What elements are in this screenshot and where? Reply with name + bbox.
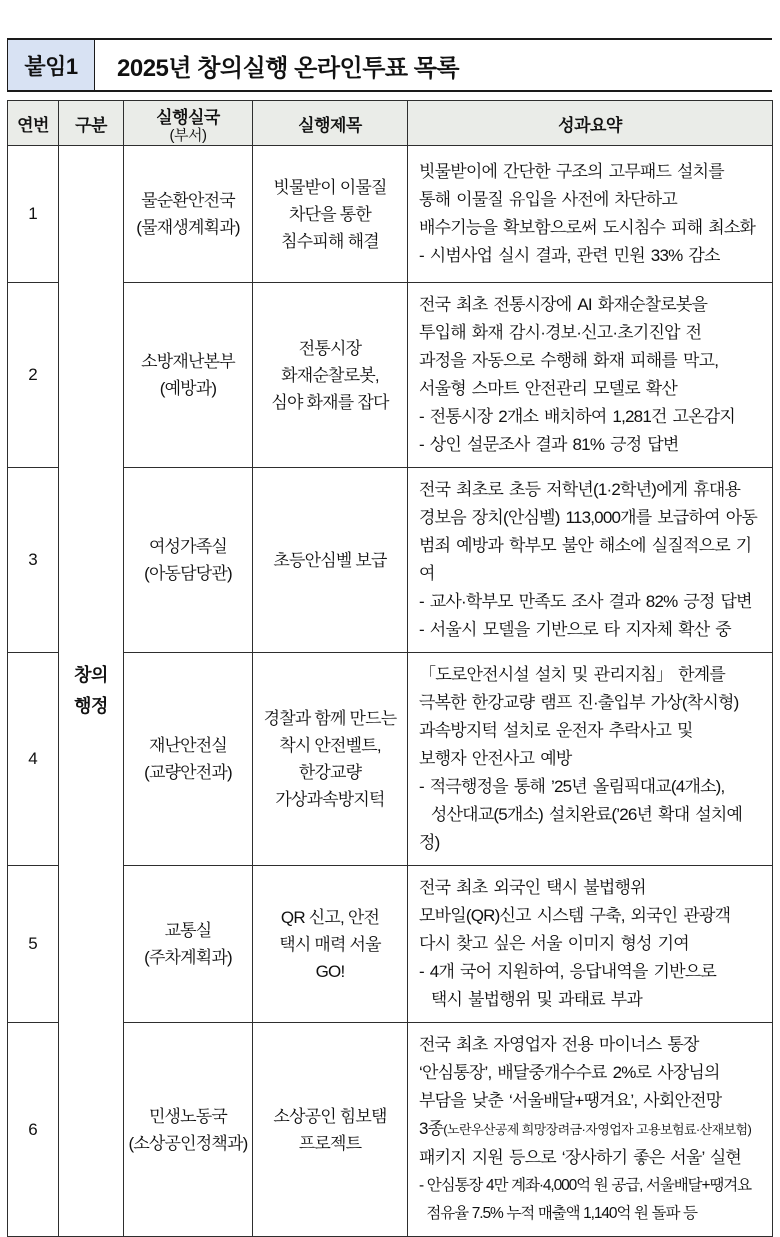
summary-cell: 전국 최초 자영업자 전용 마이너스 통장 ‘안심통장’, 배달중개수수료 2%로 사장님의 부담을 낮춘 ‘서울배달+땡겨요’, 사회안전망 3종(노란우산공제 희망장려금·자영업자 고용보험료·산재보험) 패키지 지원 등으로 ‘장사하기 좋은 서울’ 실현 - 안심통장 4만 계좌·4,000억 원 공급, 서울배달+땡겨요 점유율 7.5% 누적 매출액 1,140억 원 돌파 등 [408,1023,773,1237]
title-cell: 경찰과 함께 만드는 착시 안전벨트, 한강교량 가상과속방지턱 [253,653,408,866]
category-line: 행정 [74,696,108,716]
col-header-dept-main: 실행실국 [156,107,220,127]
summary-cell: 빗물받이에 간단한 구조의 고무패드 설치를 통해 이물질 유입을 사전에 차단하고 배수기능을 확보함으로써 도시침수 피해 최소화 - 시범사업 실시 결과, 관련 민원 33% 감소 [408,146,773,283]
summary-line-mixed: 3종(노란우산공제 희망장려금·자영업자 고용보험료·산재보험) [419,1119,752,1138]
dept-cell: 재난안전실 (교량안전과) [124,653,253,866]
col-header-summary: 성과요약 [408,101,773,146]
category-cell [59,146,124,1237]
dept-cell: 소방재난본부 (예방과) [124,283,253,468]
row-number: 6 [8,1023,59,1237]
title-cell: 초등안심벨 보급 [253,468,408,653]
title-bar [7,38,772,92]
col-header-title: 실행제목 [253,101,408,146]
projects-table [7,100,773,1237]
category-line: 창의 [74,665,108,685]
row-number: 1 [8,146,59,283]
page-title: 2025년 창의실행 온라인투표 목록 [117,54,460,82]
summary-cell: 전국 최초 전통시장에 AI 화재순찰로봇을 투입해 화재 감시·경보·신고·초기진압 전 과정을 자동으로 수행해 화재 피해를 막고, 서울형 스마트 안전관리 모델로 확산 - 전통시장 2개소 배치하여 1,281건 고온감지 - 상인 설문조사 결과 81% 긍정 답변 [408,283,773,468]
col-header-category: 구분 [59,101,124,146]
row-number: 3 [8,468,59,653]
dept-cell: 물순환안전국 (물재생계획과) [124,146,253,283]
col-header-dept [124,101,253,146]
summary-cell: 전국 최초 외국인 택시 불법행위 모바일(QR)신고 시스템 구축, 외국인 관광객 다시 찾고 싶은 서울 이미지 형성 기여 - 4개 국어 지원하여, 응답내역을 기반으로 택시 불법행위 및 과태료 부과 [408,866,773,1023]
row-number: 5 [8,866,59,1023]
title-cell: 소상공인 힘보탬 프로젝트 [253,1023,408,1237]
summary-cell: 「도로안전시설 설치 및 관리지침」 한계를 극복한 한강교량 램프 진·출입부 가상(착시형) 과속방지턱 설치로 운전자 추락사고 및 보행자 안전사고 예방 - 적극행정을 통해 ’25년 올림픽대교(4개소), 성산대교(5개소) 설치완료(’26년 확대 설치예정) [408,653,773,866]
header-row [8,101,773,146]
title-cell: 전통시장 화재순찰로봇, 심야 화재를 잡다 [253,283,408,468]
attachment-badge: 붙임1 [7,40,95,90]
row-number: 4 [8,653,59,866]
col-header-no: 연번 [8,101,59,146]
row-number: 2 [8,283,59,468]
table-row [8,146,773,283]
title-cell: 빗물받이 이물질 차단을 통한 침수피해 해결 [253,146,408,283]
summary-cell: 전국 최초로 초등 저학년(1·2학년)에게 휴대용 경보음 장치(안심벨) 113,000개를 보급하여 아동 범죄 예방과 학부모 불안 해소에 실질적으로 기여 - 교사·학부모 만족도 조사 결과 82% 긍정 답변 - 서울시 모델을 기반으로 타 지자체 확산 중 [408,468,773,653]
dept-cell: 교통실 (주차계획과) [124,866,253,1023]
col-header-dept-sub: (부서) [169,126,207,144]
title-cell: QR 신고, 안전 택시 매력 서울 GO! [253,866,408,1023]
dept-cell: 민생노동국 (소상공인정책과) [124,1023,253,1237]
dept-cell: 여성가족실 (아동담당관) [124,468,253,653]
